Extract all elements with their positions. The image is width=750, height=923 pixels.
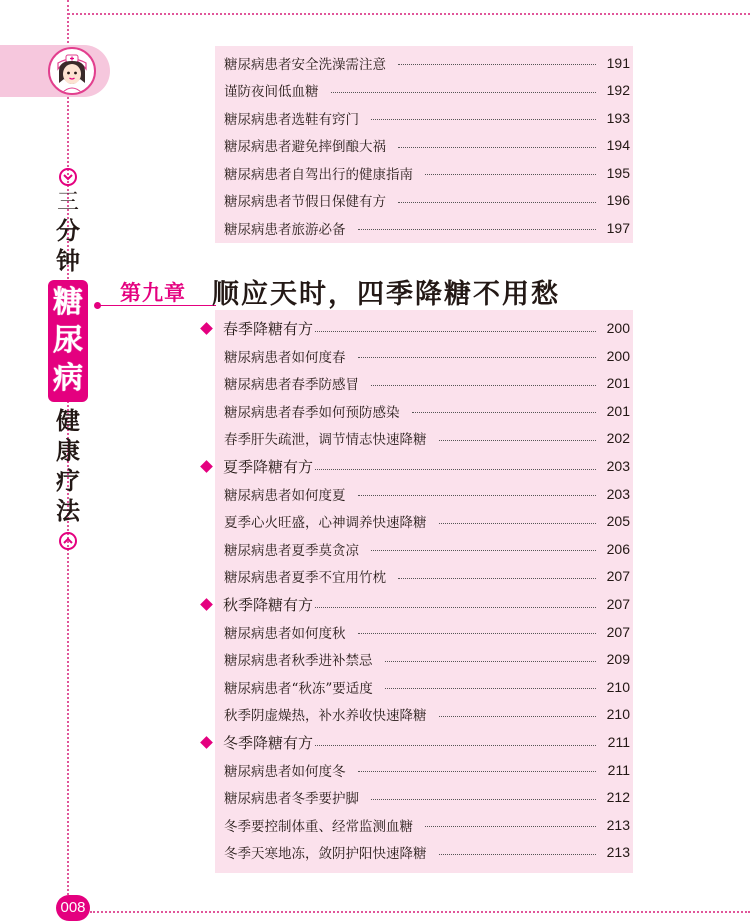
toc-entry-title: 糖尿病患者旅游必备 — [224, 221, 346, 238]
sidebar-highlight-char: 尿 — [53, 323, 83, 358]
toc-entry-title: 糖尿病患者如何度秋 — [224, 625, 346, 642]
toc-entry-row[interactable] — [224, 132, 632, 159]
toc-section-title: 夏季降糖有方 — [223, 457, 314, 476]
nurse-avatar-icon — [48, 47, 96, 95]
toc-entry-title: 糖尿病患者安全洗澡需注意 — [224, 56, 386, 73]
sidebar-char: 分 — [56, 217, 80, 245]
toc-entry-row[interactable] — [224, 187, 632, 214]
sidebar-char: 三 — [56, 190, 79, 215]
toc-entry-title: 糖尿病患者如何度春 — [224, 349, 346, 366]
toc-entry-row[interactable] — [224, 646, 632, 673]
leader-dots — [439, 854, 597, 855]
toc-page-number: 211 — [607, 734, 630, 750]
toc-page-number: 196 — [606, 192, 630, 208]
leader-dots — [385, 688, 596, 689]
diamond-bullet-icon — [200, 598, 213, 611]
chapter-label: 第九章 — [120, 279, 186, 305]
toc-page-number: 195 — [606, 164, 630, 181]
toc-entry-row[interactable] — [224, 839, 632, 866]
toc-page-number: 212 — [606, 789, 630, 805]
toc-page-number: 202 — [606, 430, 630, 446]
toc-entry-title: 糖尿病患者如何度冬 — [224, 763, 346, 780]
toc-section-title: 春季降糖有方 — [223, 319, 314, 338]
leader-dots — [315, 745, 596, 746]
toc-entry-title: 糖尿病患者“秋冻”要适度 — [224, 680, 373, 697]
sidebar-char: 法 — [56, 497, 80, 525]
leader-dots — [331, 92, 597, 93]
toc-page-number: 203 — [606, 458, 630, 474]
toc-entry-title: 糖尿病患者春季防感冒 — [224, 377, 359, 393]
toc-page-number: 205 — [606, 513, 630, 529]
sidebar-char: 钟 — [56, 247, 80, 275]
toc-entry-title: 糖尿病患者夏季不宜用竹枕 — [224, 570, 386, 586]
leader-dots — [439, 716, 597, 717]
leader-dots — [358, 495, 597, 496]
toc-section-row[interactable] — [196, 452, 632, 480]
sidebar-highlight — [48, 280, 88, 402]
toc-entry-title: 糖尿病患者避免摔倒酿大祸 — [224, 139, 386, 155]
toc-page-number: 213 — [606, 844, 630, 860]
toc-entry-title: 谨防夜间低血糖 — [224, 84, 319, 100]
toc-page-number: 207 — [606, 623, 630, 640]
toc-entry-row[interactable] — [224, 701, 632, 728]
toc-entry-row[interactable] — [224, 811, 632, 838]
toc-page-number: 201 — [606, 375, 630, 391]
sidebar-title — [40, 168, 96, 550]
leader-dots — [412, 412, 597, 413]
toc-entry-title: 糖尿病患者节假日保健有方 — [224, 194, 386, 210]
chapter-title: 顺应天时，四季降糖不用愁 — [212, 279, 560, 310]
leader-dots — [315, 469, 596, 470]
leader-dots — [358, 633, 597, 634]
chevron-up-icon — [59, 532, 77, 550]
leader-dots — [439, 440, 597, 441]
toc-entry-title: 冬季要控制体重、经常监测血糖 — [224, 818, 413, 835]
toc-page-number: 211 — [607, 761, 630, 778]
toc-section-row[interactable] — [196, 314, 632, 342]
toc-section-title: 冬季降糖有方 — [223, 733, 314, 752]
leader-dots — [358, 771, 597, 772]
diamond-bullet-icon — [200, 736, 213, 749]
toc-entry-row[interactable] — [224, 49, 632, 76]
toc-page-number: 209 — [606, 651, 630, 667]
toc-entry-title: 糖尿病患者如何度夏 — [224, 487, 346, 504]
toc-entry-title: 夏季心火旺盛，心神调养快速降糖 — [224, 515, 427, 531]
toc-entry-row[interactable] — [224, 214, 632, 241]
toc-entry-row[interactable] — [224, 535, 632, 562]
diamond-bullet-icon — [200, 460, 213, 473]
sidebar-highlight-char: 病 — [53, 361, 83, 396]
page-number: 008 — [56, 895, 90, 921]
toc-entry-row[interactable] — [224, 159, 632, 186]
toc-entry-row[interactable] — [224, 425, 632, 452]
toc-entry-row[interactable] — [224, 563, 632, 590]
leader-dots — [398, 64, 596, 65]
toc-entry-title: 糖尿病患者自驾出行的健康指南 — [224, 166, 413, 183]
toc-entry-row[interactable] — [224, 480, 632, 507]
toc-page-number: 191 — [606, 54, 630, 71]
sidebar-char: 康 — [56, 437, 80, 465]
toc-section-row[interactable] — [196, 728, 632, 756]
toc-entry-title: 糖尿病患者夏季莫贪凉 — [224, 542, 359, 559]
toc-page-number: 192 — [606, 82, 630, 98]
toc-page-number: 210 — [606, 706, 630, 722]
toc-entry-row[interactable] — [224, 756, 632, 783]
toc-page-number: 207 — [606, 568, 630, 584]
sidebar-highlight-char: 糖 — [53, 285, 83, 320]
leader-dots — [398, 147, 596, 148]
toc-entry-title: 糖尿病患者春季如何预防感染 — [224, 404, 400, 421]
leader-dots — [371, 550, 596, 551]
page-frame-bottom — [90, 911, 750, 913]
toc-entry-row[interactable] — [224, 342, 632, 369]
toc-page-number: 207 — [606, 596, 630, 612]
toc-entry-title: 糖尿病患者冬季要护脚 — [224, 791, 359, 807]
leader-dots — [439, 523, 597, 524]
toc-entry-row[interactable] — [224, 77, 632, 104]
leader-dots — [425, 826, 596, 827]
toc-entry-row[interactable] — [224, 508, 632, 535]
leader-dots — [315, 607, 596, 608]
toc-entry-row[interactable] — [224, 784, 632, 811]
toc-entry-title: 糖尿病患者秋季进补禁忌 — [224, 653, 373, 669]
toc-page-number: 194 — [606, 137, 630, 153]
leader-dots — [371, 799, 596, 800]
toc-entry-title: 秋季阴虚燥热，补水养收快速降糖 — [224, 708, 427, 724]
page-frame-top — [68, 13, 750, 15]
toc-entry-title: 冬季天寒地冻，敛阴护阳快速降糖 — [224, 846, 427, 862]
toc-page-number: 197 — [606, 219, 630, 236]
toc-page-number: 200 — [606, 320, 630, 336]
toc-entry-row[interactable] — [224, 397, 632, 424]
toc-page-number: 201 — [606, 402, 630, 419]
leader-dots — [358, 229, 597, 230]
leader-dots — [358, 357, 597, 358]
chevron-down-icon — [59, 168, 77, 186]
sidebar-char: 健 — [56, 407, 80, 435]
leader-dots — [398, 578, 596, 579]
toc-page-number: 200 — [606, 347, 630, 364]
toc-page-number: 206 — [606, 540, 630, 557]
toc-page-number: 193 — [606, 109, 630, 126]
leader-dots — [385, 661, 597, 662]
toc-page-number: 213 — [606, 816, 630, 833]
toc-page-number: 203 — [606, 485, 630, 502]
toc-entry-row[interactable] — [224, 618, 632, 645]
toc-section-title: 秋季降糖有方 — [223, 595, 314, 614]
toc-entry-row[interactable] — [224, 370, 632, 397]
toc-entry-title: 糖尿病患者选鞋有窍门 — [224, 111, 359, 128]
toc-entry-title: 春季肝失疏泄，调节情志快速降糖 — [224, 432, 427, 448]
toc-section-row[interactable] — [196, 590, 632, 618]
diamond-bullet-icon — [200, 322, 213, 335]
sidebar-char: 疗 — [56, 467, 80, 495]
leader-dots — [315, 331, 596, 332]
toc-entry-row[interactable] — [224, 104, 632, 131]
leader-dots — [425, 174, 596, 175]
chapter-heading — [120, 272, 560, 311]
toc-entry-row[interactable] — [224, 673, 632, 700]
leader-dots — [371, 385, 596, 386]
leader-dots — [371, 119, 596, 120]
toc-page-number: 210 — [606, 678, 630, 695]
chapter-rule-dot — [94, 302, 101, 309]
leader-dots — [398, 202, 596, 203]
